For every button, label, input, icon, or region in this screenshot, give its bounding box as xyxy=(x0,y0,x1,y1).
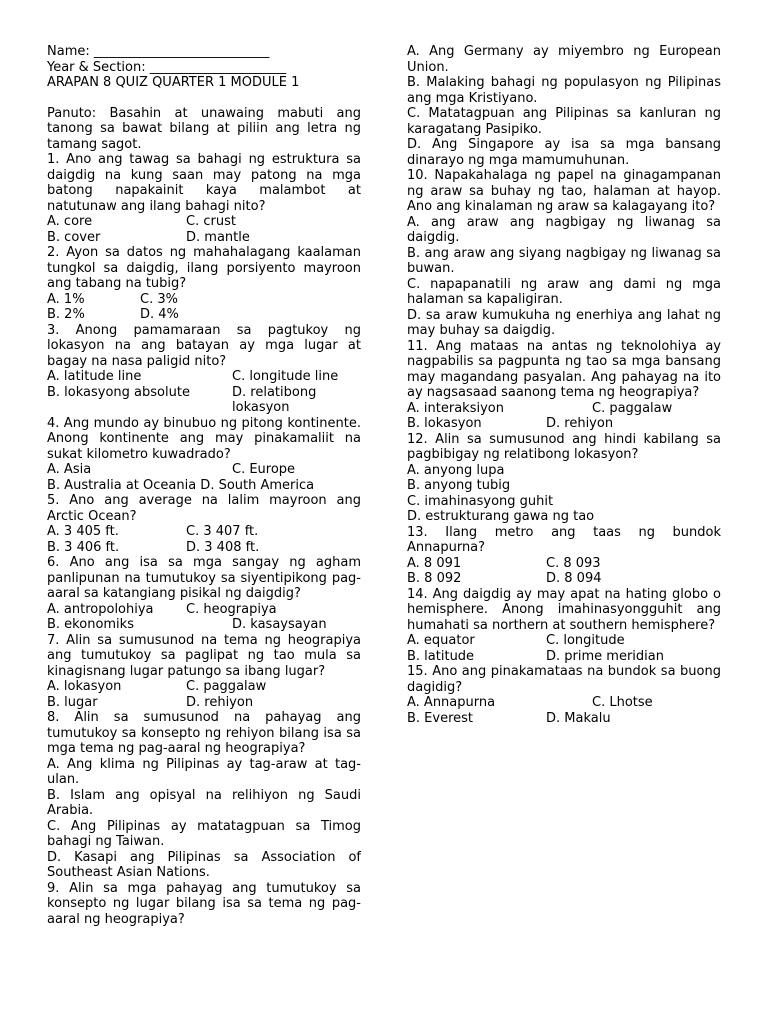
option: C. longitude xyxy=(546,633,625,648)
option: A. equator xyxy=(407,633,475,648)
option: A. lokasyon xyxy=(47,679,122,694)
question-text: 6. Ano ang isa sa mga sangay ng agham panlipunan na tumutukoy sa siyentipikong pag-aaral sa katangiang pisikal ng daigdig? xyxy=(47,555,361,601)
option: A. latitude line xyxy=(47,369,142,384)
options xyxy=(47,524,361,555)
option: C. napapanatili ng araw ang dami ng mga halaman sa kapaligiran. xyxy=(407,276,721,307)
option: B. Malaking bahagi ng populasyon ng Pilipinas ang mga Kristiyano. xyxy=(407,75,721,106)
question-2 xyxy=(47,245,361,323)
question-text: 13. Ilang metro ang taas ng bundok Annapurna? xyxy=(407,524,721,555)
question-14 xyxy=(407,587,721,665)
option: B. Islam ang opisyal na relihiyon ng Saudi Arabia. xyxy=(47,787,361,818)
option: C. crust xyxy=(186,214,236,229)
option: D. mantle xyxy=(186,229,250,245)
quiz-title: ARAPAN 8 QUIZ QUARTER 1 MODULE 1 xyxy=(47,75,300,90)
option: B. 8 092 xyxy=(407,571,462,586)
option: C. paggalaw xyxy=(186,679,267,694)
option: A. Ang klima ng Pilipinas ay tag-araw at tag-ulan. xyxy=(47,756,361,787)
options xyxy=(47,602,361,633)
question-9-options xyxy=(407,44,721,168)
option: C. longitude line xyxy=(232,369,339,384)
question-text: 3. Anong pamamaraan sa pagtukoy ng lokasyon na ang batayan ay mga lugar at bagay na nasa paligid nito? xyxy=(47,322,361,369)
option: B. Australia at Oceania D. South America xyxy=(47,477,315,493)
option: B. lugar xyxy=(47,694,98,710)
question-text: 7. Alin sa sumusunod na tema ng heograpiya ang tumutukoy sa paglipat ng tao mula sa kinagisnang lugar patungo sa ibang lugar? xyxy=(47,632,361,679)
option: C. 3 407 ft. xyxy=(186,524,259,539)
option: C. heograpiya xyxy=(186,601,277,617)
option: A. Ang Germany ay miyembro ng European Union. xyxy=(407,44,721,75)
options xyxy=(407,556,721,587)
option: C. Ang Pilipinas ay matatagpuan sa Timog bahagi ng Taiwan. xyxy=(47,818,361,849)
right-column xyxy=(407,44,721,726)
options xyxy=(407,633,721,664)
section-line: Year & Section: _____________________ xyxy=(47,59,287,75)
option: A. 8 091 xyxy=(407,555,462,571)
option: C. 8 093 xyxy=(546,555,601,571)
options xyxy=(47,369,361,416)
option: D. sa araw kumukuha ng enerhiya ang lahat ng may buhay sa daigdig. xyxy=(407,307,721,338)
option: D. 8 094 xyxy=(546,571,602,586)
option: A. Annapurna xyxy=(407,695,496,710)
question-text: 8. Alin sa sumusunod na pahayag ang tumutukoy sa konsepto ng rehiyon bilang isa sa mga tema ng pag-aaral ng heograpiya? xyxy=(47,710,361,756)
option: B. ang araw ang siyang nagbigay ng liwanag sa buwan. xyxy=(407,245,721,276)
question-text: 2. Ayon sa datos ng mahahalagang kaalaman tungkol sa daigdig, ilang porsiyento mayroon ang tabang na tubig? xyxy=(47,245,361,291)
question-6 xyxy=(47,555,361,633)
option: A. 1% xyxy=(47,291,85,307)
question-text: 14. Ang daigdig ay may apat na hating globo o hemisphere. Anong imahinasyongguhit ang humahati sa northern at southern hemisphere? xyxy=(407,586,721,633)
option: D. rehiyon xyxy=(186,694,254,710)
option: B. lokasyon xyxy=(407,416,482,431)
left-column xyxy=(47,44,361,927)
option: B. 2% xyxy=(47,307,85,322)
option: D. 4% xyxy=(140,307,179,322)
question-15 xyxy=(407,664,721,726)
question-13 xyxy=(407,525,721,587)
question-9 xyxy=(47,881,361,928)
option: A. 3 405 ft. xyxy=(47,524,119,539)
option: A. anyong lupa xyxy=(407,462,505,478)
option: C. 3% xyxy=(140,291,178,307)
option: D. rehiyon xyxy=(546,416,614,431)
question-text: 10. Napakahalaga ng papel na ginagampanan ng araw sa buhay ng tao, halaman at hayop. Ano ang kinalaman ng araw sa kalagayang ito? xyxy=(407,168,721,214)
question-text: 12. Alin sa sumusunod ang hindi kabilang sa pagbibigay ng relatibong lokasyon? xyxy=(407,431,721,462)
name-line: Name: ___________________________ xyxy=(47,44,270,59)
question-7 xyxy=(47,633,361,711)
question-8 xyxy=(47,710,361,881)
question-5 xyxy=(47,493,361,555)
options xyxy=(47,679,361,710)
option: B. latitude xyxy=(407,648,475,664)
option: D. prime meridian xyxy=(546,648,664,664)
question-text: 5. Ano ang average na lalim mayroon ang Arctic Ocean? xyxy=(47,493,361,524)
question-text: 9. Alin sa mga pahayag ang tumutukoy sa konsepto ng lugar bilang isa sa tema ng pag-aaral ng heograpiya? xyxy=(47,880,361,927)
option: B. anyong tubig xyxy=(407,478,511,493)
option: D. Kasapi ang Pilipinas sa Association of Southeast Asian Nations. xyxy=(47,849,361,880)
question-3 xyxy=(47,323,361,416)
options xyxy=(47,214,361,245)
options xyxy=(47,462,361,493)
question-text: 15. Ano ang pinakamataas na bundok sa buong dagidig? xyxy=(407,664,721,695)
option: D. kasaysayan xyxy=(232,617,327,632)
option: D. Ang Singapore ay isa sa mga bansang dinarayo ng mga mamumuhunan. xyxy=(407,137,721,168)
option: D. 3 408 ft. xyxy=(186,539,260,555)
option: C. paggalaw xyxy=(592,400,673,416)
option: C. Matatagpuan ang Pilipinas sa kanluran ng karagatang Pasipiko. xyxy=(407,106,721,137)
option: A. Asia xyxy=(47,462,92,477)
question-1 xyxy=(47,152,361,245)
question-11 xyxy=(407,339,721,432)
question-10 xyxy=(407,168,721,339)
option: A. ang araw ang nagbigay ng liwanag sa daigdig. xyxy=(407,214,721,245)
question-text: 11. Ang mataas na antas ng teknolohiya ay nagpabilis sa pagpunta ng tao sa mga bansang may magandang pasyalan. Ang pahayag na ito ay nagsasaad saanong tema ng heograpiya? xyxy=(407,338,721,400)
question-4 xyxy=(47,416,361,494)
options xyxy=(407,401,721,432)
question-text: 4. Ang mundo ay binubuo ng pitong kontinente. Anong kontinente ang may pinakamaliit na sukat kilometro kuwadrado? xyxy=(47,415,361,462)
question-12 xyxy=(407,432,721,525)
option: B. cover xyxy=(47,229,101,245)
option: A. antropolohiya xyxy=(47,601,154,617)
option: C. imahinasyong guhit xyxy=(407,493,554,509)
question-text: 1. Ano ang tawag sa bahagi ng estruktura sa daigdig na kung saan may patong na mga batong napakainit kaya malambot at natutunaw ang ilang bahagi nito? xyxy=(47,152,361,214)
option: D. Makalu xyxy=(546,710,611,726)
instructions: Panuto: Basahin at unawaing mabuti ang tanong sa bawat bilang at piliin ang letra ng tamang sagot. xyxy=(47,105,361,152)
option: D. relatibong lokasyon xyxy=(232,384,317,415)
option: B. ekonomiks xyxy=(47,617,134,632)
options xyxy=(47,292,361,323)
option: B. lokasyong absolute xyxy=(47,384,190,400)
option: B. 3 406 ft. xyxy=(47,539,120,555)
option: C. Lhotse xyxy=(592,695,653,710)
option: B. Everest xyxy=(407,710,474,726)
option: A. core xyxy=(47,214,93,229)
option: D. estrukturang gawa ng tao xyxy=(407,509,595,524)
option: C. Europe xyxy=(232,462,296,477)
options xyxy=(407,695,721,726)
option: A. interaksiyon xyxy=(407,400,504,416)
